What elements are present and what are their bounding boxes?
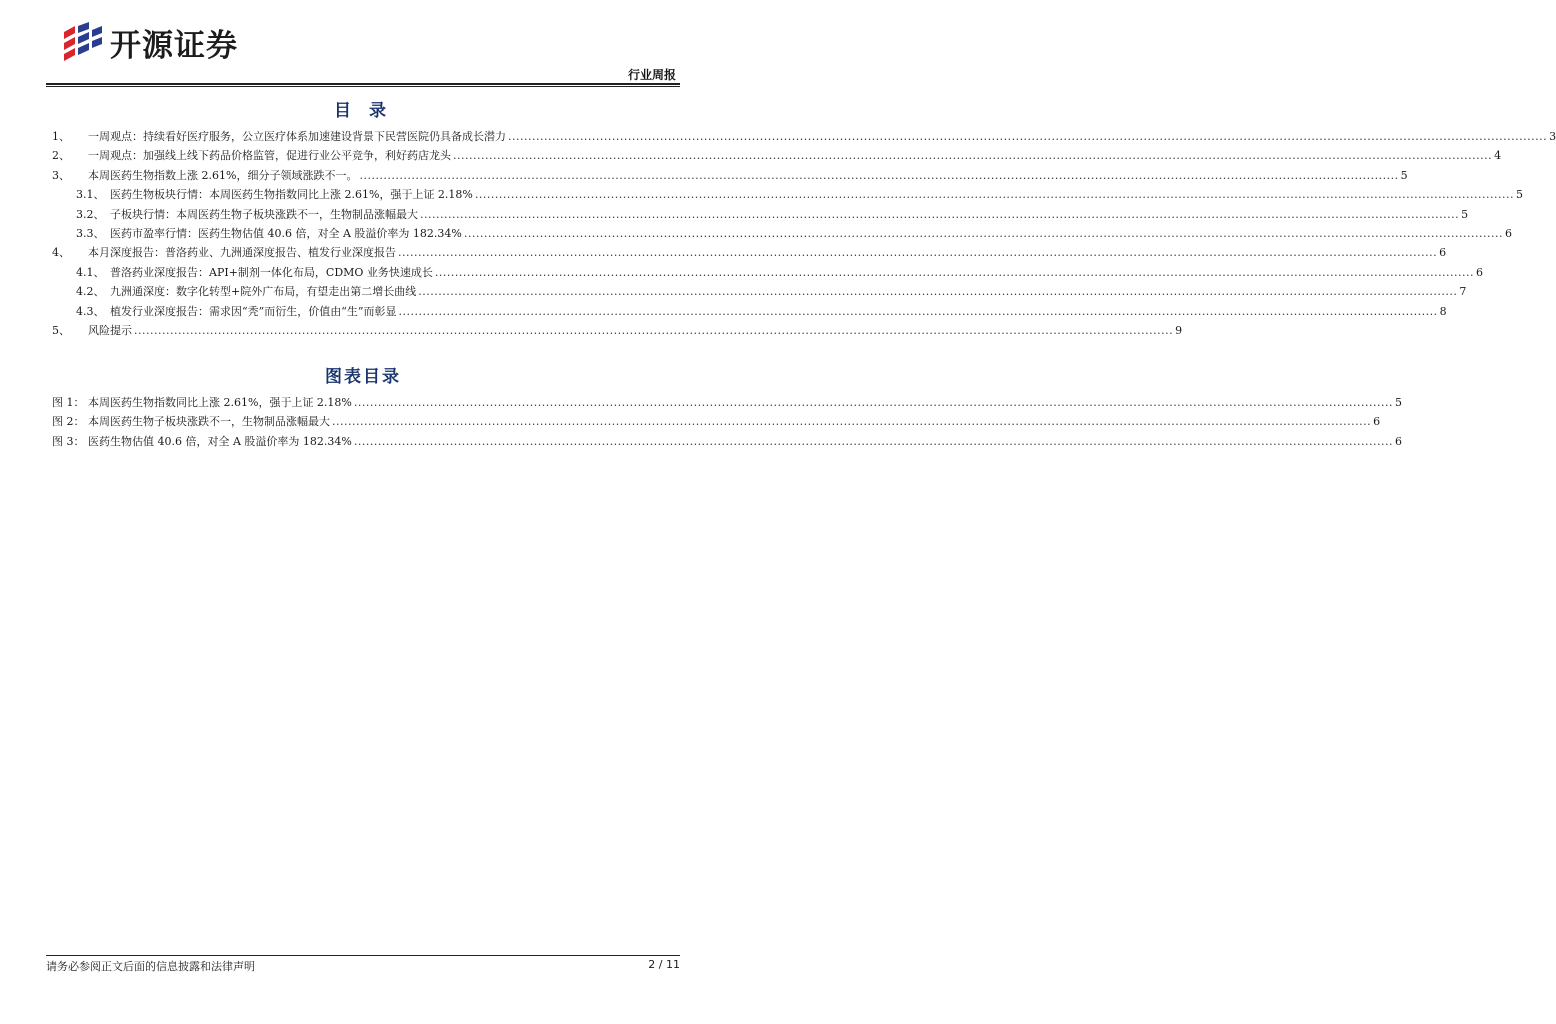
toc-entry-text: 医药市盈率行情：医药生物估值 40.6 倍，对全 A 股溢价率为 182.34% — [110, 226, 462, 240]
toc-leader — [418, 282, 1457, 301]
toc-entry-page: 4 — [1494, 149, 1502, 163]
toc-entry[interactable] — [52, 243, 1447, 262]
toc-subentry[interactable] — [52, 282, 1467, 301]
toc-entry-text: 九洲通深度：数字化转型+院外广布局，有望走出第二增长曲线 — [110, 285, 417, 299]
toc-leader — [508, 127, 1547, 146]
kaiyuan-logo-icon — [62, 22, 104, 62]
toc-entry-page: 6 — [1504, 226, 1512, 240]
toc-entry-page: 6 — [1439, 246, 1447, 260]
toc-subentry[interactable] — [52, 302, 1447, 321]
toc-entry-page: 5 — [1461, 207, 1469, 221]
header-rule-thin — [46, 86, 680, 87]
toc-entry-number: 3.1、 — [76, 188, 105, 202]
toc-entry-text: 子板块行情：本周医药生物子板块涨跌不一，生物制品涨幅最大 — [110, 207, 418, 221]
toc-entry-page: 5 — [1400, 168, 1408, 182]
toc-entry-number: 4.1、 — [76, 265, 105, 279]
toc-entry-text: 植发行业深度报告：需求因“秃”而衍生，价值由“生”而彰显 — [110, 304, 397, 318]
toc-entry-number: 3.3、 — [76, 226, 105, 240]
brand-logo — [62, 20, 238, 64]
footer-disclaimer: 请务必参阅正文后面的信息披露和法律声明 — [46, 960, 255, 973]
toc-entry-page: 6 — [1476, 265, 1484, 279]
toc-entry-text: 风险提示 — [88, 323, 132, 337]
header-rule — [46, 83, 680, 85]
toc-entry-number: 2、 — [52, 149, 70, 163]
toc-entry-page: 8 — [1439, 304, 1447, 318]
toc-entry-number: 4.2、 — [76, 285, 105, 299]
toc-subentry[interactable] — [52, 263, 1484, 282]
toc-entry-text: 医药生物板块行情：本周医药生物指数同比上涨 2.61%，强于上证 2.18% — [110, 188, 473, 202]
page-header — [46, 18, 680, 82]
toc-leader — [398, 243, 1437, 262]
figure-entry-page: 5 — [1395, 396, 1403, 409]
figure-entry-text: 医药生物估值 40.6 倍，对全 A 股溢价率为 182.34% — [88, 434, 352, 448]
toc-title: 目 录 — [334, 101, 392, 121]
toc-leader — [435, 263, 1474, 282]
toc-entry-page: 9 — [1175, 323, 1183, 337]
figure-list — [52, 393, 1403, 451]
toc-entry[interactable] — [52, 146, 1502, 165]
toc-entry[interactable] — [52, 166, 1408, 185]
figure-leader — [354, 393, 1393, 412]
figure-entry[interactable] — [52, 412, 1381, 431]
toc-entry-text: 普洛药业深度报告：API+制剂一体化布局，CDMO 业务快速成长 — [110, 265, 433, 279]
figure-entry[interactable] — [52, 432, 1402, 451]
toc-entry-number: 3.2、 — [76, 207, 105, 221]
report-type-label: 行业周报 — [627, 68, 676, 82]
figure-entry-text: 本周医药生物子板块涨跌不一，生物制品涨幅最大 — [88, 415, 330, 429]
figure-entry-number: 图 2： — [52, 415, 85, 429]
toc-entry-text: 本周医药生物指数上涨 2.61%，细分子领域涨跌不一。 — [88, 168, 358, 182]
toc-entry[interactable] — [52, 321, 1183, 340]
toc-subentry[interactable] — [52, 185, 1524, 204]
toc-entry-page: 5 — [1516, 188, 1524, 202]
table-of-contents — [52, 127, 1556, 340]
toc-entry-text: 一周观点：加强线上线下药品价格监管，促进行业公平竞争，利好药店龙头 — [88, 149, 451, 163]
toc-leader — [453, 146, 1492, 165]
toc-entry-number: 4.3、 — [76, 304, 105, 318]
figure-entry[interactable] — [52, 393, 1403, 412]
toc-leader — [359, 166, 1398, 185]
toc-entry-page: 7 — [1459, 285, 1467, 299]
figure-entry-text: 本周医药生物指数同比上涨 2.61%，强于上证 2.18% — [88, 396, 352, 409]
toc-entry-text: 一周观点：持续看好医疗服务，公立医疗体系加速建设背景下民营医院仍具备成长潜力 — [88, 130, 506, 143]
toc-leader — [134, 321, 1173, 340]
toc-subentry[interactable] — [52, 205, 1469, 224]
toc-entry-number: 4、 — [52, 246, 70, 260]
figure-leader — [354, 432, 1393, 451]
figure-leader — [332, 412, 1371, 431]
figure-entry-number: 图 3： — [52, 434, 85, 448]
toc-leader — [475, 185, 1514, 204]
toc-leader — [420, 205, 1459, 224]
toc-entry-number: 3、 — [52, 168, 70, 182]
toc-entry-page: 3 — [1549, 130, 1556, 143]
toc-subentry[interactable] — [52, 224, 1512, 243]
footer-rule — [46, 955, 680, 956]
toc-entry[interactable] — [52, 127, 1556, 146]
toc-entry-number: 1、 — [52, 130, 70, 143]
page-number: 2 / 11 — [648, 958, 680, 971]
toc-leader — [399, 302, 1438, 321]
figure-entry-number: 图 1： — [52, 396, 85, 409]
figure-entry-page: 6 — [1394, 434, 1402, 448]
toc-leader — [464, 224, 1503, 243]
toc-entry-number: 5、 — [52, 323, 70, 337]
brand-name: 开源证券 — [110, 27, 238, 64]
figure-list-title: 图表目录 — [325, 367, 401, 387]
toc-entry-text: 本月深度报告：普洛药业、九洲通深度报告、植发行业深度报告 — [88, 246, 396, 260]
figure-entry-page: 6 — [1373, 415, 1381, 429]
